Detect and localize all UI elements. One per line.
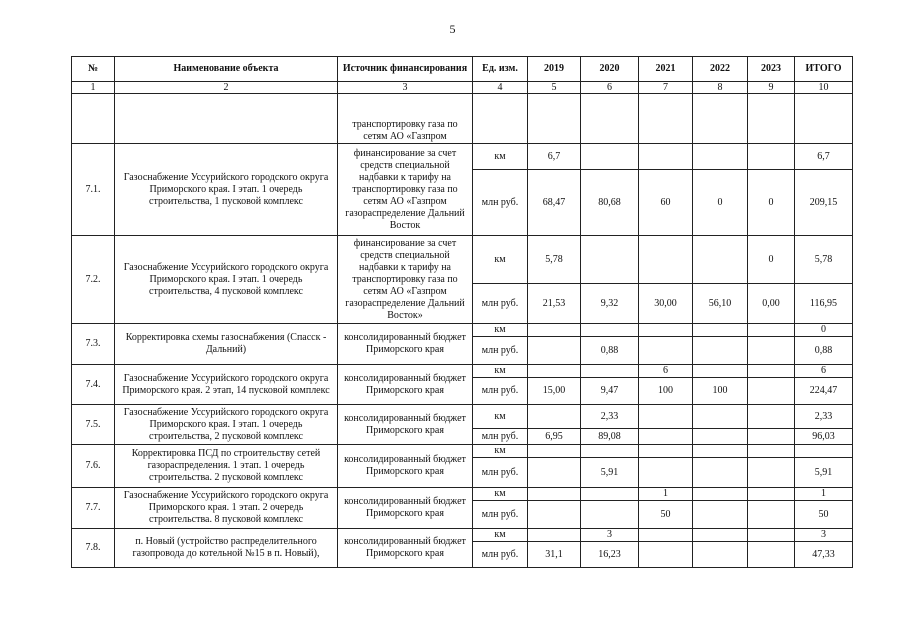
header-unit: Ед. изм. — [473, 57, 528, 82]
unit-cell: млн руб. — [473, 170, 528, 236]
value-total: 209,15 — [795, 170, 853, 236]
value-2021: 50 — [639, 501, 693, 529]
value-2020 — [581, 488, 639, 501]
row-number: 7.5. — [72, 405, 115, 445]
unit-cell: млн руб. — [473, 501, 528, 529]
column-number: 10 — [795, 82, 853, 94]
column-number: 6 — [581, 82, 639, 94]
value-2020 — [581, 324, 639, 337]
value-2022 — [693, 144, 748, 170]
value-2019 — [528, 365, 581, 378]
value-2021: 100 — [639, 378, 693, 405]
funding-source: консолидированный бюджет Приморского края — [338, 488, 473, 529]
column-number: 9 — [748, 82, 795, 94]
value-2021: 30,00 — [639, 284, 693, 324]
value-total — [795, 445, 853, 458]
value-2019: 15,00 — [528, 378, 581, 405]
value-2023 — [748, 405, 795, 429]
page-number: 5 — [449, 22, 456, 36]
header-year-2019: 2019 — [528, 57, 581, 82]
unit-cell: км — [473, 405, 528, 429]
value-2022 — [693, 445, 748, 458]
value-2023 — [748, 488, 795, 501]
value-2019 — [528, 445, 581, 458]
value-2021 — [639, 445, 693, 458]
table-row — [72, 365, 853, 378]
value-total: 1 — [795, 488, 853, 501]
value-total: 116,95 — [795, 284, 853, 324]
value-2019 — [528, 337, 581, 365]
value-2020: 3 — [581, 529, 639, 542]
value-2022: 100 — [693, 378, 748, 405]
object-name: Газоснабжение Уссурийского городского округа Приморского края. I этап. 1 очередь строительства, 4 пусковой комплекс — [115, 236, 338, 324]
value-2023 — [748, 542, 795, 568]
value-2023: 0,00 — [748, 284, 795, 324]
value-total: 47,33 — [795, 542, 853, 568]
funding-source: консолидированный бюджет Приморского края — [338, 324, 473, 365]
value-2021 — [639, 405, 693, 429]
value-2020: 9,47 — [581, 378, 639, 405]
value-total: 0 — [795, 324, 853, 337]
table-row — [72, 488, 853, 501]
row-number: 7.6. — [72, 445, 115, 488]
value-2019 — [528, 488, 581, 501]
value-total: 2,33 — [795, 405, 853, 429]
unit-cell: млн руб. — [473, 378, 528, 405]
value-2019 — [528, 324, 581, 337]
value-2023 — [748, 144, 795, 170]
value-2023 — [748, 378, 795, 405]
value-2023 — [748, 324, 795, 337]
unit-cell: км — [473, 144, 528, 170]
unit-cell: млн руб. — [473, 542, 528, 568]
value-2020: 5,91 — [581, 458, 639, 488]
column-number: 2 — [115, 82, 338, 94]
value-2021 — [639, 144, 693, 170]
unit-cell: млн руб. — [473, 429, 528, 445]
value-2021: 1 — [639, 488, 693, 501]
value-2021 — [639, 236, 693, 284]
value-2021 — [639, 324, 693, 337]
value-2021 — [639, 429, 693, 445]
column-number: 3 — [338, 82, 473, 94]
value-total: 3 — [795, 529, 853, 542]
object-name: Газоснабжение Уссурийского городского округа Приморского края. I этап. 1 очередь строительства, 1 пусковой комплекс — [115, 144, 338, 236]
funding-source: консолидированный бюджет Приморского края — [338, 529, 473, 568]
unit-cell: млн руб. — [473, 284, 528, 324]
value-2020 — [581, 144, 639, 170]
row-number: 7.7. — [72, 488, 115, 529]
value-2019: 31,1 — [528, 542, 581, 568]
unit-cell: км — [473, 236, 528, 284]
value-2023 — [748, 337, 795, 365]
table-row — [72, 405, 853, 429]
value-2021 — [639, 529, 693, 542]
value-2019: 5,78 — [528, 236, 581, 284]
object-name: п. Новый (устройство распределительного газопровода до котельной №15 в п. Новый), — [115, 529, 338, 568]
object-name: Газоснабжение Уссурийского городского округа Приморского края. 2 этап, 14 пусковой комплекс — [115, 365, 338, 405]
object-name: Корректировка ПСД по строительству сетей газораспределения. 1 этап. 1 очередь строительства. 2 пусковой комплекс — [115, 445, 338, 488]
header-funding-source: Источник финансирования — [338, 57, 473, 82]
value-total: 6,7 — [795, 144, 853, 170]
unit-cell: км — [473, 529, 528, 542]
value-2023 — [748, 501, 795, 529]
header-year-2022: 2022 — [693, 57, 748, 82]
value-2019: 6,7 — [528, 144, 581, 170]
financing-table — [71, 56, 853, 568]
value-2022: 0 — [693, 170, 748, 236]
value-2020 — [581, 501, 639, 529]
funding-source: консолидированный бюджет Приморского края — [338, 365, 473, 405]
value-2021 — [639, 337, 693, 365]
table-row — [72, 529, 853, 542]
value-2022 — [693, 542, 748, 568]
value-2019 — [528, 458, 581, 488]
table-row — [72, 324, 853, 337]
object-name: Газоснабжение Уссурийского городского округа Приморского края. 1 этап. 2 очередь строительства. 8 пусковой комплекс — [115, 488, 338, 529]
value-2020: 80,68 — [581, 170, 639, 236]
value-2022: 56,10 — [693, 284, 748, 324]
value-2020: 2,33 — [581, 405, 639, 429]
continuation-row — [72, 94, 853, 144]
value-2023 — [748, 529, 795, 542]
header-total: ИТОГО — [795, 57, 853, 82]
value-2019: 21,53 — [528, 284, 581, 324]
value-2021 — [639, 458, 693, 488]
column-number: 1 — [72, 82, 115, 94]
value-2022 — [693, 458, 748, 488]
value-2019 — [528, 501, 581, 529]
row-number: 7.3. — [72, 324, 115, 365]
value-2021: 6 — [639, 365, 693, 378]
value-2020: 89,08 — [581, 429, 639, 445]
funding-source: финансирование за счет средств специальной надбавки к тарифу на транспортировку газа по сетям АО «Газпром газораспределение Дальний Восток — [338, 144, 473, 236]
value-2021: 60 — [639, 170, 693, 236]
funding-source: финансирование за счет средств специальной надбавки к тарифу на транспортировку газа по сетям АО «Газпром газораспределение Дальний Восток» — [338, 236, 473, 324]
value-2023 — [748, 445, 795, 458]
value-2023: 0 — [748, 170, 795, 236]
table-row — [72, 144, 853, 170]
value-2019 — [528, 529, 581, 542]
header-year-2020: 2020 — [581, 57, 639, 82]
header-year-2023: 2023 — [748, 57, 795, 82]
value-total: 224,47 — [795, 378, 853, 405]
row-number: 7.1. — [72, 144, 115, 236]
column-number: 5 — [528, 82, 581, 94]
value-2020 — [581, 236, 639, 284]
value-2022 — [693, 488, 748, 501]
unit-cell: км — [473, 488, 528, 501]
funding-source: консолидированный бюджет Приморского края — [338, 405, 473, 445]
value-2020 — [581, 365, 639, 378]
value-2022 — [693, 236, 748, 284]
unit-cell: млн руб. — [473, 337, 528, 365]
value-2023 — [748, 429, 795, 445]
column-number: 4 — [473, 82, 528, 94]
object-name: Газоснабжение Уссурийского городского округа Приморского края. I этап. 1 очередь строительства, 2 пусковой комплекс — [115, 405, 338, 445]
value-2022 — [693, 405, 748, 429]
header-number: № — [72, 57, 115, 82]
header-object-name: Наименование объекта — [115, 57, 338, 82]
row-number: 7.4. — [72, 365, 115, 405]
column-number-row — [72, 82, 853, 94]
table-row — [72, 236, 853, 284]
value-2019: 68,47 — [528, 170, 581, 236]
value-2020: 16,23 — [581, 542, 639, 568]
value-total: 50 — [795, 501, 853, 529]
value-2022 — [693, 529, 748, 542]
value-2020 — [581, 445, 639, 458]
table-row — [72, 445, 853, 458]
value-total: 0,88 — [795, 337, 853, 365]
value-2022 — [693, 365, 748, 378]
value-total: 96,03 — [795, 429, 853, 445]
column-number: 7 — [639, 82, 693, 94]
value-2019: 6,95 — [528, 429, 581, 445]
value-2022 — [693, 337, 748, 365]
value-total: 6 — [795, 365, 853, 378]
value-2023: 0 — [748, 236, 795, 284]
unit-cell: км — [473, 324, 528, 337]
unit-cell: млн руб. — [473, 458, 528, 488]
row-number: 7.2. — [72, 236, 115, 324]
header-row — [72, 57, 853, 82]
value-2021 — [639, 542, 693, 568]
funding-source: консолидированный бюджет Приморского края — [338, 445, 473, 488]
value-2022 — [693, 429, 748, 445]
object-name: Корректировка схемы газоснабжения (Спасск - Дальний) — [115, 324, 338, 365]
value-2020: 9,32 — [581, 284, 639, 324]
unit-cell: км — [473, 445, 528, 458]
column-number: 8 — [693, 82, 748, 94]
unit-cell: км — [473, 365, 528, 378]
value-2022 — [693, 501, 748, 529]
header-year-2021: 2021 — [639, 57, 693, 82]
value-2023 — [748, 458, 795, 488]
row-number: 7.8. — [72, 529, 115, 568]
value-total: 5,78 — [795, 236, 853, 284]
value-2019 — [528, 405, 581, 429]
continuation-source: транспортировку газа по сетям АО «Газпром — [338, 94, 473, 144]
value-total: 5,91 — [795, 458, 853, 488]
value-2023 — [748, 365, 795, 378]
value-2022 — [693, 324, 748, 337]
value-2020: 0,88 — [581, 337, 639, 365]
